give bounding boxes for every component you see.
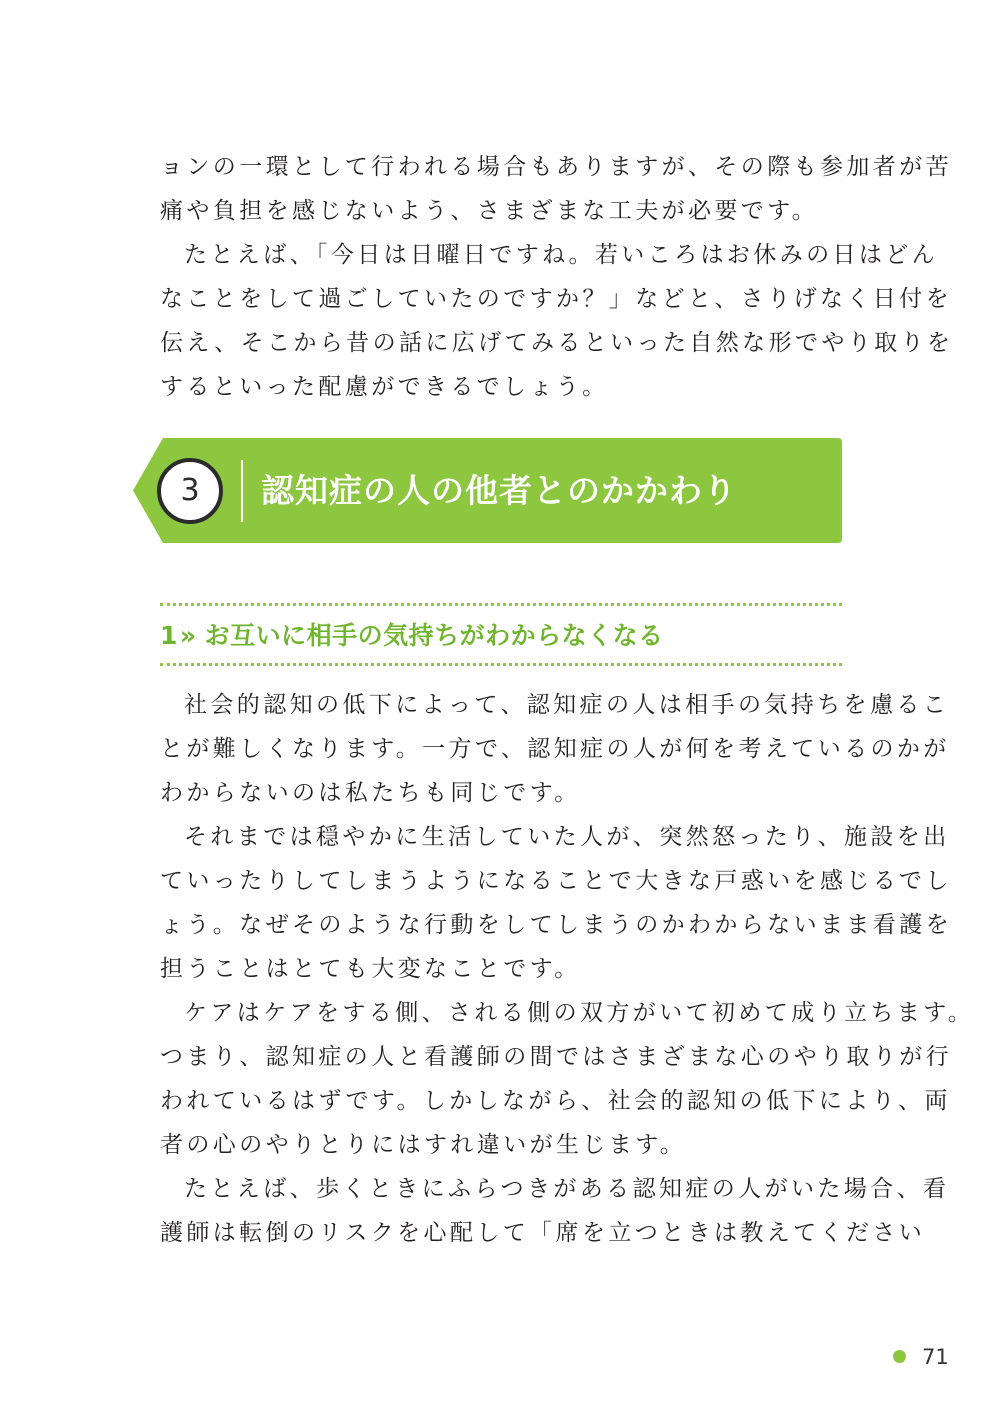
text-line: たとえば、歩くときにふらつきがある認知症の人がいた場合、看 xyxy=(184,1176,950,1202)
text-line: ょう。なぜそのような行動をしてしまうのかわからないまま看護を xyxy=(160,912,952,938)
dotted-rule-top xyxy=(160,603,842,606)
text-line: われているはずです。しかしながら、社会的認知の低下により、両 xyxy=(160,1088,951,1114)
page-number-bullet-icon xyxy=(893,1350,906,1363)
text-line: たとえば、「今日は日曜日ですね。若いころはお休みの日はどん xyxy=(184,242,939,268)
text-line: 護師は転倒のリスクを心配して「席を立つときは教えてください xyxy=(160,1220,926,1246)
subsection-heading xyxy=(160,614,664,658)
page-number: 71 xyxy=(922,1345,949,1369)
text-line: なことをして過ごしていたのですか？」などと、さりげなく日付を xyxy=(160,286,952,312)
text-line: 痛や負担を感じないよう、さまざまな工夫が必要です。 xyxy=(160,198,819,224)
text-line: 伝え、そこから昔の話に広げてみるといった自然な形でやり取りを xyxy=(160,330,954,356)
text-line: 社会的認知の低下によって、認知症の人は相手の気持ちを慮るこ xyxy=(184,692,950,718)
section-banner xyxy=(133,438,842,543)
section-title: 認知症の人の他者とのかかわり xyxy=(261,471,737,510)
subsection-number: 1 xyxy=(160,621,178,650)
section-number-badge xyxy=(157,458,223,524)
body-paragraphs xyxy=(160,683,975,1255)
banner-divider xyxy=(241,460,243,522)
text-line: するといった配慮ができるでしょう。 xyxy=(160,374,609,400)
text-line: つまり、認知症の人と看護師の間ではさまざまな心のやり取りが行 xyxy=(160,1044,952,1070)
text-line: それまでは穏やかに生活していた人が、突然怒ったり、施設を出 xyxy=(184,824,950,850)
intro-paragraphs xyxy=(160,145,954,409)
subsection-marker: » xyxy=(179,621,197,650)
subsection-title: お互いに相手の気持ちがわからなくなる xyxy=(204,621,664,650)
text-line: ケアはケアをする側、される側の双方がいて初めて成り立ちます。 xyxy=(184,1000,975,1026)
text-line: ていったりしてしまうようになることで大きな戸惑いを感じるでし xyxy=(160,868,952,894)
text-line: ョンの一環として行われる場合もありますが、その際も参加者が苦 xyxy=(160,154,952,180)
text-line: とが難しくなります。一方で、認知症の人が何を考えているのかが xyxy=(160,736,950,762)
text-line: わからないのは私たちも同じです。 xyxy=(160,780,581,806)
section-number: 3 xyxy=(180,473,200,508)
text-line: 者の心のやりとりにはすれ違いが生じます。 xyxy=(160,1132,687,1158)
dotted-rule-bottom xyxy=(160,663,842,666)
text-line: 担うことはとても大変なことです。 xyxy=(160,956,581,982)
